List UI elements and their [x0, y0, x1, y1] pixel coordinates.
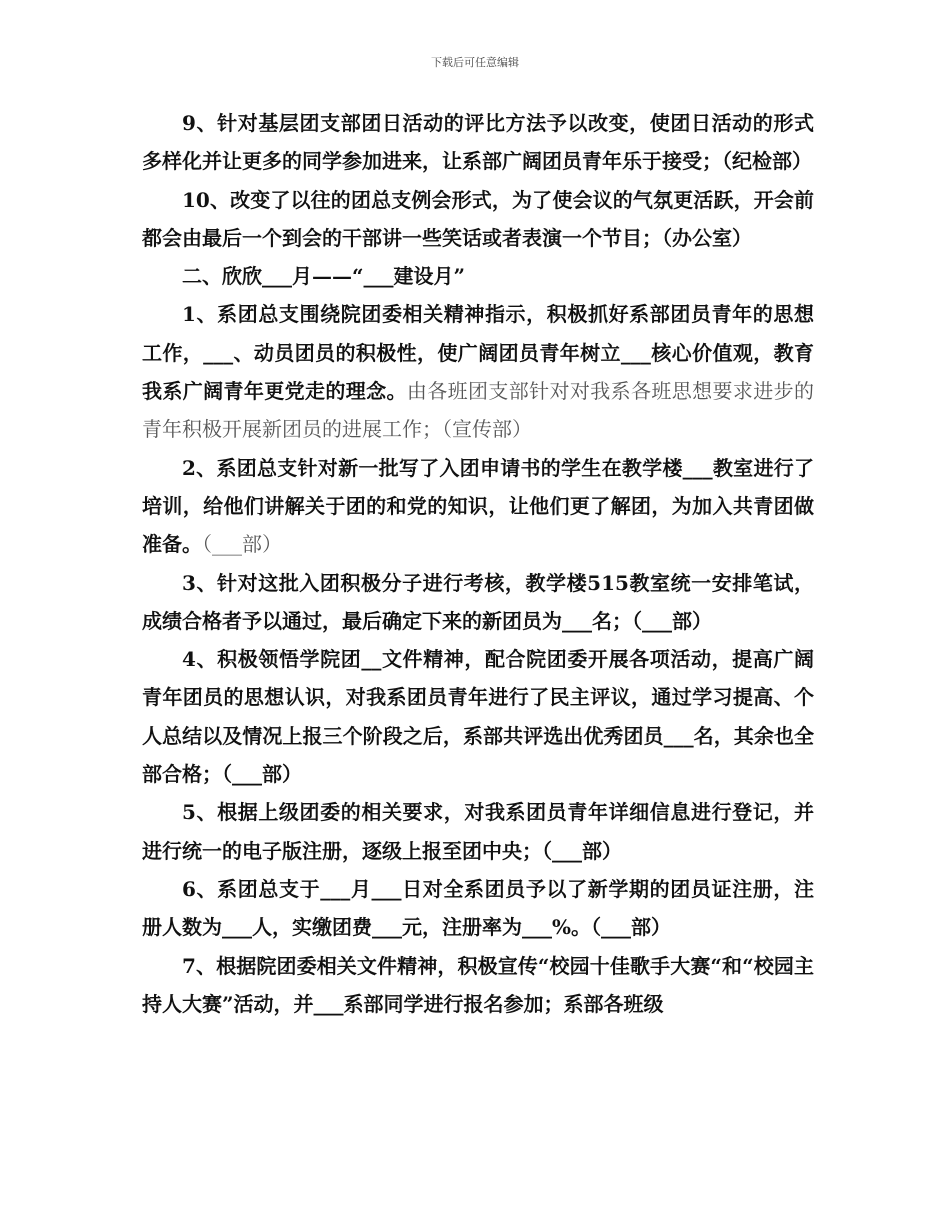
- section-heading-text: 二、欣欣___月——“___建设月”: [182, 264, 466, 289]
- paragraph-item-6: [142, 870, 814, 947]
- paragraph-text: 10、改变了以往的团总支例会形式，为了使会议的气氛更活跃，开会前都会由最后一个到会的干部讲一些笑话或者表演一个节目；（办公室）: [142, 187, 814, 250]
- paragraph-text: 5、根据上级团委的相关要求，对我系团员青年详细信息进行登记，并进行统一的电子版注册，逐级上报至团中央；（___部）: [142, 800, 814, 863]
- page-header-note: 下载后可任意编辑: [431, 56, 519, 69]
- paragraph-item-3: [142, 564, 814, 641]
- paragraph-light-text: 由各班团支部针对对我系各班思想要求进步的青年积极开展新团员的进展工作；（宣传部）: [142, 379, 814, 442]
- paragraph-text: 4、积极领悟学院团__文件精神，配合院团委开展各项活动，提高广阔青年团员的思想认识，对我系团员青年进行了民主评议，通过学习提高、个人总结以及情况上报三个阶段之后，系部共评选出优秀团员___名，其余也全部合格；（___部）: [142, 647, 814, 787]
- paragraph-item-10: [142, 181, 814, 258]
- document-body: [142, 104, 814, 1023]
- paragraph-item-5: [142, 793, 814, 870]
- paragraph-light-text: （___部）: [202, 532, 282, 557]
- paragraph-item-9: [142, 104, 814, 181]
- paragraph-item-7: [142, 947, 814, 1024]
- paragraph-text: 9、针对基层团支部团日活动的评比方法予以改变，使团日活动的形式多样化并让更多的同学参加进来，让系部广阔团员青年乐于接受；（纪检部）: [142, 111, 814, 174]
- paragraph-text: 3、针对这批入团积极分子进行考核，教学楼515教室统一安排笔试，成绩合格者予以通过，最后确定下来的新团员为___名；（___部）: [142, 570, 814, 633]
- paragraph-item-2: [142, 449, 814, 564]
- paragraph-item-4: [142, 640, 814, 793]
- section-heading: [142, 257, 814, 295]
- paragraph-item-1: [142, 295, 814, 448]
- paragraph-text: 6、系团总支于___月___日对全系团员予以了新学期的团员证注册，注册人数为___人，实缴团费___元，注册率为___%。（___部）: [142, 876, 814, 940]
- paragraph-text: 2、系团总支针对新一批写了入团申请书的学生在教学楼___教室进行了培训，给他们讲解关于团的和党的知识，让他们更了解团，为加入共青团做准备。: [142, 455, 814, 557]
- paragraph-text: 7、根据院团委相关文件精神，积极宣传“校园十佳歌手大赛“和“校园主持人大赛”活动，并___系部同学进行报名参加；系部各班级: [142, 953, 814, 1016]
- paragraph-text: 1、系团总支围绕院团委相关精神指示，积极抓好系部团员青年的思想工作，___、动员团员的积极性，使广阔团员青年树立___核心价值观，教育我系广阔青年更党走的理念。: [142, 302, 814, 404]
